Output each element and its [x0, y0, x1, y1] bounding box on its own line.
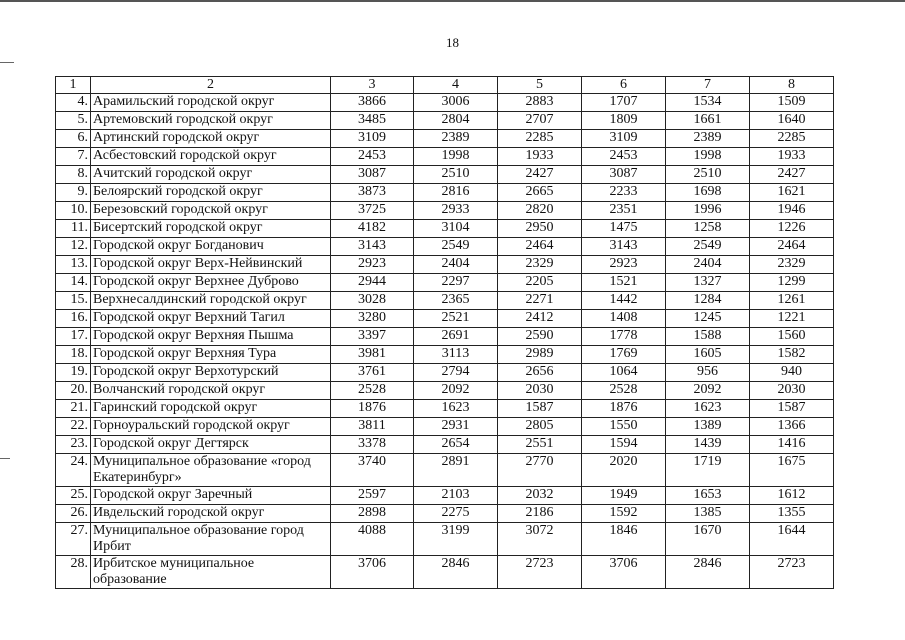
table-row	[56, 505, 834, 523]
value-cell: 1769	[582, 346, 666, 364]
value-cell: 1355	[750, 505, 834, 523]
row-number: 4.	[56, 94, 91, 112]
value-cell: 1592	[582, 505, 666, 523]
value-cell: 3873	[331, 184, 414, 202]
value-cell: 1670	[666, 523, 750, 556]
column-header-2: 2	[91, 77, 331, 94]
value-cell: 3113	[414, 346, 498, 364]
value-cell: 3143	[582, 238, 666, 256]
value-cell: 3706	[331, 556, 414, 589]
value-cell: 3981	[331, 346, 414, 364]
value-cell: 1587	[750, 400, 834, 418]
value-cell: 2233	[582, 184, 666, 202]
value-cell: 2723	[498, 556, 582, 589]
value-cell: 1933	[750, 148, 834, 166]
value-cell: 2805	[498, 418, 582, 436]
value-cell: 1876	[331, 400, 414, 418]
value-cell: 2931	[414, 418, 498, 436]
table-row	[56, 487, 834, 505]
value-cell: 1509	[750, 94, 834, 112]
value-cell: 2770	[498, 454, 582, 487]
column-header-5: 5	[498, 77, 582, 94]
row-number: 16.	[56, 310, 91, 328]
value-cell: 1389	[666, 418, 750, 436]
row-number: 15.	[56, 292, 91, 310]
table-row	[56, 310, 834, 328]
table-row	[56, 274, 834, 292]
value-cell: 1588	[666, 328, 750, 346]
row-number: 17.	[56, 328, 91, 346]
table-row	[56, 436, 834, 454]
municipality-name: Ивдельский городской округ	[91, 505, 331, 523]
value-cell: 3485	[331, 112, 414, 130]
column-header-7: 7	[666, 77, 750, 94]
table-row	[56, 400, 834, 418]
value-cell: 1582	[750, 346, 834, 364]
value-cell: 2464	[750, 238, 834, 256]
value-cell: 1408	[582, 310, 666, 328]
value-cell: 3109	[331, 130, 414, 148]
value-cell: 1221	[750, 310, 834, 328]
row-number: 21.	[56, 400, 91, 418]
value-cell: 2528	[582, 382, 666, 400]
value-cell: 1521	[582, 274, 666, 292]
value-cell: 2412	[498, 310, 582, 328]
municipality-name: Муниципальное образование город Ирбит	[91, 523, 331, 556]
value-cell: 1550	[582, 418, 666, 436]
value-cell: 1475	[582, 220, 666, 238]
municipality-name: Муниципальное образование «город Екатеринбург»	[91, 454, 331, 487]
municipality-name: Волчанский городской округ	[91, 382, 331, 400]
municipality-name: Городской округ Верхняя Тура	[91, 346, 331, 364]
value-cell: 1719	[666, 454, 750, 487]
municipality-name: Верхнесалдинский городской округ	[91, 292, 331, 310]
row-number: 25.	[56, 487, 91, 505]
value-cell: 1661	[666, 112, 750, 130]
row-number: 23.	[56, 436, 91, 454]
value-cell: 2923	[582, 256, 666, 274]
value-cell: 1946	[750, 202, 834, 220]
value-cell: 3706	[582, 556, 666, 589]
margin-tick	[0, 458, 10, 459]
value-cell: 1442	[582, 292, 666, 310]
table-body	[56, 94, 834, 589]
row-number: 18.	[56, 346, 91, 364]
row-number: 8.	[56, 166, 91, 184]
value-cell: 940	[750, 364, 834, 382]
value-cell: 2030	[498, 382, 582, 400]
value-cell: 3087	[331, 166, 414, 184]
value-cell: 2453	[582, 148, 666, 166]
value-cell: 1778	[582, 328, 666, 346]
value-cell: 2427	[750, 166, 834, 184]
row-number: 28.	[56, 556, 91, 589]
row-number: 5.	[56, 112, 91, 130]
value-cell: 1876	[582, 400, 666, 418]
value-cell: 1064	[582, 364, 666, 382]
value-cell: 2846	[666, 556, 750, 589]
table-row	[56, 238, 834, 256]
value-cell: 1587	[498, 400, 582, 418]
row-number: 9.	[56, 184, 91, 202]
value-cell: 3378	[331, 436, 414, 454]
value-cell: 3104	[414, 220, 498, 238]
value-cell: 2804	[414, 112, 498, 130]
top-rule	[0, 0, 905, 2]
value-cell: 3028	[331, 292, 414, 310]
value-cell: 2297	[414, 274, 498, 292]
value-cell: 2464	[498, 238, 582, 256]
value-cell: 1534	[666, 94, 750, 112]
value-cell: 1623	[666, 400, 750, 418]
value-cell: 1621	[750, 184, 834, 202]
table-row	[56, 418, 834, 436]
table-header	[56, 77, 834, 94]
value-cell: 2898	[331, 505, 414, 523]
table-row	[56, 220, 834, 238]
municipality-name: Ирбитское муниципальное образование	[91, 556, 331, 589]
table-row	[56, 184, 834, 202]
municipality-name: Артемовский городской округ	[91, 112, 331, 130]
value-cell: 1226	[750, 220, 834, 238]
row-number: 10.	[56, 202, 91, 220]
value-cell: 1245	[666, 310, 750, 328]
value-cell: 1675	[750, 454, 834, 487]
value-cell: 3811	[331, 418, 414, 436]
municipal-data-table	[55, 76, 834, 589]
value-cell: 2032	[498, 487, 582, 505]
value-cell: 1284	[666, 292, 750, 310]
value-cell: 1366	[750, 418, 834, 436]
value-cell: 2510	[414, 166, 498, 184]
value-cell: 1605	[666, 346, 750, 364]
value-cell: 1640	[750, 112, 834, 130]
value-cell: 3280	[331, 310, 414, 328]
page-number: 18	[446, 35, 459, 50]
value-cell: 2404	[666, 256, 750, 274]
table-row	[56, 112, 834, 130]
value-cell: 1623	[414, 400, 498, 418]
table-row	[56, 202, 834, 220]
value-cell: 1385	[666, 505, 750, 523]
value-cell: 2285	[498, 130, 582, 148]
table-row	[56, 166, 834, 184]
value-cell: 3866	[331, 94, 414, 112]
row-number: 7.	[56, 148, 91, 166]
value-cell: 2389	[666, 130, 750, 148]
municipality-name: Городской округ Верхотурский	[91, 364, 331, 382]
value-cell: 2944	[331, 274, 414, 292]
value-cell: 2923	[331, 256, 414, 274]
table-row	[56, 256, 834, 274]
value-cell: 1327	[666, 274, 750, 292]
row-number: 27.	[56, 523, 91, 556]
value-cell: 1933	[498, 148, 582, 166]
value-cell: 1998	[666, 148, 750, 166]
value-cell: 2329	[750, 256, 834, 274]
value-cell: 1996	[666, 202, 750, 220]
municipality-name: Городской округ Верхнее Дуброво	[91, 274, 331, 292]
value-cell: 1439	[666, 436, 750, 454]
value-cell: 1998	[414, 148, 498, 166]
value-cell: 2794	[414, 364, 498, 382]
value-cell: 2521	[414, 310, 498, 328]
value-cell: 2989	[498, 346, 582, 364]
value-cell: 2271	[498, 292, 582, 310]
value-cell: 1612	[750, 487, 834, 505]
municipality-name: Городской округ Заречный	[91, 487, 331, 505]
row-number: 26.	[56, 505, 91, 523]
table-row	[56, 346, 834, 364]
municipality-name: Городской округ Верх-Нейвинский	[91, 256, 331, 274]
value-cell: 956	[666, 364, 750, 382]
value-cell: 3725	[331, 202, 414, 220]
table-row	[56, 292, 834, 310]
value-cell: 1261	[750, 292, 834, 310]
value-cell: 2103	[414, 487, 498, 505]
table-row	[56, 130, 834, 148]
value-cell: 2020	[582, 454, 666, 487]
table-row	[56, 94, 834, 112]
row-number: 24.	[56, 454, 91, 487]
municipality-name: Артинский городской округ	[91, 130, 331, 148]
table-row	[56, 364, 834, 382]
value-cell: 2691	[414, 328, 498, 346]
column-header-3: 3	[331, 77, 414, 94]
value-cell: 1653	[666, 487, 750, 505]
value-cell: 2427	[498, 166, 582, 184]
column-header-4: 4	[414, 77, 498, 94]
municipality-name: Гаринский городской округ	[91, 400, 331, 418]
value-cell: 2549	[666, 238, 750, 256]
value-cell: 2597	[331, 487, 414, 505]
margin-tick	[0, 62, 14, 63]
column-header-1: 1	[56, 77, 91, 94]
value-cell: 2656	[498, 364, 582, 382]
municipality-name: Асбестовский городской округ	[91, 148, 331, 166]
row-number: 19.	[56, 364, 91, 382]
row-number: 11.	[56, 220, 91, 238]
value-cell: 1809	[582, 112, 666, 130]
value-cell: 3199	[414, 523, 498, 556]
value-cell: 3072	[498, 523, 582, 556]
value-cell: 2030	[750, 382, 834, 400]
value-cell: 1949	[582, 487, 666, 505]
municipality-name: Городской округ Дегтярск	[91, 436, 331, 454]
municipality-name: Городской округ Верхний Тагил	[91, 310, 331, 328]
value-cell: 2510	[666, 166, 750, 184]
value-cell: 2816	[414, 184, 498, 202]
municipality-name: Городской округ Верхняя Пышма	[91, 328, 331, 346]
value-cell: 2820	[498, 202, 582, 220]
value-cell: 2329	[498, 256, 582, 274]
table-row	[56, 382, 834, 400]
value-cell: 3109	[582, 130, 666, 148]
value-cell: 1698	[666, 184, 750, 202]
value-cell: 2590	[498, 328, 582, 346]
value-cell: 2092	[414, 382, 498, 400]
municipality-name: Белоярский городской округ	[91, 184, 331, 202]
value-cell: 2275	[414, 505, 498, 523]
table-row	[56, 148, 834, 166]
value-cell: 2891	[414, 454, 498, 487]
value-cell: 2285	[750, 130, 834, 148]
row-number: 12.	[56, 238, 91, 256]
value-cell: 1846	[582, 523, 666, 556]
value-cell: 2404	[414, 256, 498, 274]
value-cell: 3143	[331, 238, 414, 256]
value-cell: 1594	[582, 436, 666, 454]
value-cell: 2883	[498, 94, 582, 112]
value-cell: 2351	[582, 202, 666, 220]
value-cell: 2846	[414, 556, 498, 589]
value-cell: 2453	[331, 148, 414, 166]
value-cell: 3740	[331, 454, 414, 487]
municipality-name: Березовский городской округ	[91, 202, 331, 220]
table-row	[56, 523, 834, 556]
value-cell: 2092	[666, 382, 750, 400]
row-number: 20.	[56, 382, 91, 400]
value-cell: 2205	[498, 274, 582, 292]
value-cell: 3397	[331, 328, 414, 346]
header-row	[56, 77, 834, 94]
value-cell: 4088	[331, 523, 414, 556]
value-cell: 2707	[498, 112, 582, 130]
column-header-8: 8	[750, 77, 834, 94]
value-cell: 4182	[331, 220, 414, 238]
value-cell: 1644	[750, 523, 834, 556]
municipality-name: Ачитский городской округ	[91, 166, 331, 184]
municipality-name: Горноуральский городской округ	[91, 418, 331, 436]
value-cell: 1299	[750, 274, 834, 292]
value-cell: 3006	[414, 94, 498, 112]
value-cell: 1416	[750, 436, 834, 454]
value-cell: 2654	[414, 436, 498, 454]
row-number: 13.	[56, 256, 91, 274]
value-cell: 2551	[498, 436, 582, 454]
row-number: 6.	[56, 130, 91, 148]
value-cell: 2723	[750, 556, 834, 589]
value-cell: 2933	[414, 202, 498, 220]
value-cell: 2389	[414, 130, 498, 148]
table-row	[56, 328, 834, 346]
municipality-name: Бисертский городской округ	[91, 220, 331, 238]
value-cell: 2950	[498, 220, 582, 238]
value-cell: 1258	[666, 220, 750, 238]
value-cell: 1707	[582, 94, 666, 112]
table-row	[56, 556, 834, 589]
value-cell: 3087	[582, 166, 666, 184]
municipality-name: Городской округ Богданович	[91, 238, 331, 256]
value-cell: 1560	[750, 328, 834, 346]
municipality-name: Арамильский городской округ	[91, 94, 331, 112]
table-row	[56, 454, 834, 487]
value-cell: 2528	[331, 382, 414, 400]
row-number: 22.	[56, 418, 91, 436]
value-cell: 2186	[498, 505, 582, 523]
column-header-6: 6	[582, 77, 666, 94]
value-cell: 2549	[414, 238, 498, 256]
value-cell: 2665	[498, 184, 582, 202]
row-number: 14.	[56, 274, 91, 292]
value-cell: 2365	[414, 292, 498, 310]
value-cell: 3761	[331, 364, 414, 382]
